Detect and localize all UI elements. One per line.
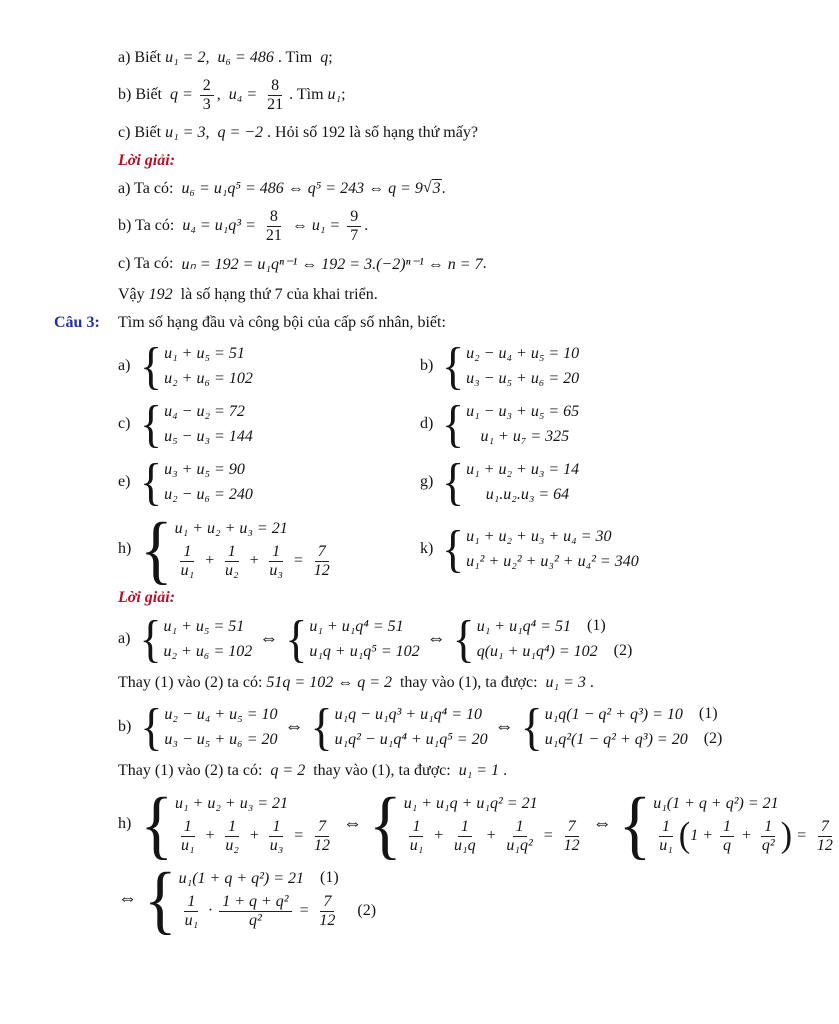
math-run: + [200, 552, 219, 570]
equation: { u₁ + u₂ + u₃ = 14 [466, 460, 580, 478]
fraction-denominator: u₁ [409, 836, 424, 854]
fraction-denominator: u₁ [180, 836, 195, 854]
equation-tag: (1) [698, 705, 718, 723]
fraction-denominator: 12 [319, 911, 336, 929]
math-run: + [737, 827, 756, 845]
fraction-denominator: 21 [265, 226, 282, 244]
math-run: + [244, 827, 264, 845]
fraction-denominator: 21 [267, 95, 284, 113]
math-run: 192 [148, 285, 173, 303]
equation: { u₂ − u₄ + u₅ = 10 [164, 705, 278, 723]
fraction-denominator: u₁ [659, 836, 673, 854]
fraction-numerator: 1 [180, 543, 194, 562]
fraction [267, 818, 287, 855]
equation: u₂ + u₆ = 102 [163, 642, 253, 660]
fraction-numerator: 7 [565, 818, 579, 837]
solution-3a [118, 614, 768, 664]
equation [404, 818, 586, 855]
text-run: b) Biết [118, 86, 170, 104]
fraction-numerator: 7 [320, 893, 334, 912]
equation: { u₁ + u₅ = 51 [164, 344, 245, 362]
text-run: là số hạng thứ 7 của khai triển. [172, 285, 378, 303]
text-run: Thay (1) vào (2) ta có: [118, 673, 267, 691]
math-run: u₁ = 3, q = −2 [165, 123, 264, 141]
solution-2a [118, 177, 768, 201]
fraction [266, 543, 286, 580]
equation: u₂ + u₆ = 102 [164, 369, 253, 387]
math-run: u₁ = 3 [545, 673, 586, 691]
problem-statement-c [118, 121, 768, 145]
text-run: a) Ta có: [118, 179, 182, 197]
equation-tag: (2) [613, 642, 633, 660]
math-run: = [288, 552, 308, 570]
equation: { u₁ + u₅ = 51 [163, 617, 245, 635]
close-paren: ) [780, 815, 793, 856]
text-run: thay vào (1), ta được: [305, 761, 459, 779]
system-e [118, 457, 420, 507]
equation: { u₂ − u₄ + u₅ = 10 [466, 344, 580, 362]
equation: u₅ − u₃ = 144 [164, 427, 253, 445]
equation [179, 893, 342, 930]
fraction [451, 818, 479, 855]
system-g [420, 457, 768, 507]
equation: u₁q²(1 − q² + q³) = 20 [544, 730, 688, 748]
item-label: b) [118, 717, 132, 735]
math-run: q = 2 [270, 761, 306, 779]
equation: u₁q² − u₁q⁴ + u₁q⁵ = 20 [334, 730, 488, 748]
math-run: = [792, 827, 811, 845]
fraction [316, 893, 338, 930]
equation-tag: (2) [357, 902, 377, 920]
math-run: + [429, 827, 449, 845]
equivalence-arrow: ⇔ [259, 627, 279, 649]
math-run: · [204, 902, 217, 920]
math-run: u₆ = u₁q⁵ = 486 ⇔ q⁵ = 243 ⇔ q = 9 [181, 179, 423, 197]
equation: { u₁(1 + q + q²) = 21 [653, 794, 779, 812]
equation: { u₁ + u₁q⁴ = 51 [476, 617, 571, 635]
equivalence-arrow: ⇔ [343, 812, 363, 834]
substitution-b [118, 759, 768, 783]
fraction-denominator: 12 [816, 836, 833, 854]
equivalence-arrow: ⇔ [426, 627, 446, 649]
math-run: + [481, 827, 501, 845]
fraction [656, 818, 676, 855]
fraction [814, 818, 836, 855]
equation: { u₁q(1 − q² + q³) = 10 [544, 705, 683, 723]
fraction-numerator: 1 [659, 818, 673, 837]
equation: { u₁ + u₁q⁴ = 51 [309, 617, 404, 635]
equation: { u₁q − u₁q³ + u₁q⁴ = 10 [334, 705, 483, 723]
fraction-numerator: 7 [315, 818, 329, 837]
equation-tag: (2) [703, 730, 723, 748]
fraction [503, 818, 535, 855]
fraction-denominator: 12 [314, 836, 331, 854]
math-run: + [244, 552, 264, 570]
equation [653, 815, 839, 856]
problem-statement-a [118, 46, 768, 70]
fraction [182, 893, 202, 930]
text-run: c) Ta có: [118, 254, 182, 272]
equation: { u₁ + u₂ + u₃ = 21 [174, 519, 288, 537]
math-run: uₙ = 192 = u₁qⁿ⁻¹ ⇔ 192 = 3.(−2)ⁿ⁻¹ ⇔ n = 7 [181, 255, 483, 273]
conclusion-2c [118, 283, 768, 307]
fraction-denominator: 7 [350, 226, 359, 244]
math-run: = [289, 827, 309, 845]
equivalence-arrow: ⇔ [118, 887, 137, 909]
math-run: + [200, 827, 220, 845]
item-label: a) [118, 356, 135, 374]
text-run: . [499, 761, 508, 779]
equation: { u₁ − u₃ + u₅ = 65 [466, 402, 580, 420]
equation: u₁² + u₂² + u₃² + u₄² = 340 [466, 552, 639, 570]
equation: { u₁ + u₁q + u₁q² = 21 [403, 794, 538, 812]
systems-grid [118, 337, 768, 587]
equation-tag: (1) [587, 617, 606, 635]
problem-statement-b [118, 77, 768, 114]
fraction-numerator: 1 [184, 893, 198, 912]
fraction-denominator: q² [761, 836, 775, 854]
fraction-numerator: 1 [225, 818, 239, 837]
fraction-numerator: 7 [315, 543, 329, 562]
fraction [178, 543, 198, 580]
solution-2c [118, 252, 768, 276]
equation-tag: (1) [320, 869, 339, 887]
item-label: c) [118, 414, 135, 432]
fraction-denominator: u₃ [269, 561, 283, 579]
fraction-denominator: 12 [313, 561, 330, 579]
text-run: . [482, 254, 487, 272]
text-run: ; [341, 86, 346, 104]
solution-2b [118, 208, 768, 245]
text-run: a) Biết [118, 49, 166, 66]
equation: u₁q + u₁q⁵ = 102 [309, 642, 420, 660]
fraction-numerator: 1 [720, 818, 734, 837]
equation: { u₁(1 + q + q²) = 21 [178, 869, 305, 887]
fraction-denominator: u₁ [184, 911, 199, 929]
solution-heading: Lời giải: [118, 151, 176, 169]
fraction-numerator: 1 [761, 818, 775, 837]
fraction-denominator: q² [249, 911, 262, 929]
fraction-numerator: 8 [267, 208, 281, 227]
open-paren: ( [678, 815, 691, 856]
text-run: . Tìm [273, 49, 321, 66]
item-label: a) [118, 629, 131, 647]
fraction-denominator: u₁q² [506, 836, 533, 854]
fraction [264, 77, 286, 114]
math-run: = [294, 902, 314, 920]
solution-3b [118, 702, 768, 752]
math-run: q [320, 49, 329, 66]
system-c [118, 399, 420, 449]
item-label: e) [118, 472, 135, 490]
math-run: u₁ [327, 86, 342, 104]
equation: { u₃ + u₅ = 90 [164, 460, 245, 478]
equation [175, 818, 336, 855]
item-label: h) [118, 539, 132, 557]
math-run: u₄ = u₁q³ = [182, 217, 260, 235]
fraction [178, 818, 198, 855]
math-run: = [538, 827, 558, 845]
system-a [118, 341, 420, 391]
text-run: ; [328, 49, 333, 66]
fraction-numerator: 2 [200, 77, 214, 96]
fraction [347, 208, 361, 245]
text-run: b) Ta có: [118, 217, 183, 235]
system-k [420, 524, 768, 574]
equation: u₁.u₂.u₃ = 64 [485, 485, 570, 503]
fraction-numerator: 1 + q + q² [219, 893, 291, 912]
fraction [200, 77, 214, 114]
system-b [420, 341, 768, 391]
fraction-denominator: q [723, 836, 732, 854]
text-run: thay vào (1), ta được: [391, 673, 546, 691]
question-3-header [54, 314, 768, 332]
fraction-denominator: 3 [202, 95, 211, 113]
fraction-denominator: u₁ [180, 561, 195, 579]
fraction [219, 893, 291, 930]
equation: { u₁ + u₂ + u₃ + u₄ = 30 [466, 527, 612, 545]
item-label: d) [420, 414, 438, 432]
math-run: 1 + [690, 827, 718, 845]
item-label: h) [118, 814, 132, 832]
equation: q(u₁ + u₁q⁴) = 102 [476, 642, 598, 660]
item-label: g) [420, 472, 434, 490]
solution-heading: Lời giải: [118, 588, 176, 606]
equation: u₁ + u₇ = 325 [480, 427, 570, 445]
math-run: 51q = 102 ⇔ q = 2 [266, 673, 392, 691]
equation: { u₄ − u₂ = 72 [164, 402, 245, 420]
square-root [423, 179, 442, 198]
equation: u₃ − u₅ + u₆ = 20 [466, 369, 580, 387]
fraction-numerator: 1 [513, 818, 527, 837]
fraction [222, 543, 242, 580]
equation: { u₁ + u₂ + u₃ = 21 [174, 794, 289, 812]
radical-sign: √ [422, 179, 432, 197]
fraction [407, 818, 427, 855]
radicand: 3 [432, 180, 441, 198]
equation [175, 543, 336, 580]
fraction [311, 818, 333, 855]
text-run: Vậy [118, 285, 149, 303]
fraction-numerator: 1 [269, 818, 283, 837]
fraction-numerator: 9 [347, 208, 361, 227]
fraction [311, 543, 333, 580]
substitution-a [118, 671, 768, 695]
fraction [263, 208, 285, 245]
equivalence-arrow: ⇔ [284, 715, 304, 737]
fraction-numerator: 1 [458, 818, 472, 837]
fraction-numerator: 1 [409, 818, 423, 837]
fraction-denominator: u₂ [225, 561, 239, 579]
question-number: Câu 3: [54, 313, 100, 331]
text-run: . Hỏi số 192 là số hạng thứ mấy? [263, 123, 478, 141]
text-run: . [585, 673, 594, 691]
text-run: Thay (1) vào (2) ta có: [118, 761, 271, 779]
solution-3h-final [118, 865, 768, 933]
fraction-denominator: u₂ [225, 836, 239, 854]
math-run: ⇔ u₁ = [287, 217, 345, 235]
fraction [222, 818, 242, 855]
fraction [561, 818, 583, 855]
equation: u₃ − u₅ + u₆ = 20 [164, 730, 278, 748]
text-run: . [441, 179, 446, 197]
text-run: . Tìm [289, 86, 328, 104]
text-run: c) Biết [118, 123, 166, 141]
fraction [720, 818, 734, 855]
equivalence-arrow: ⇔ [592, 812, 612, 834]
fraction-denominator: u₃ [269, 836, 284, 854]
fraction-numerator: 7 [818, 818, 832, 837]
equation: u₂ − u₆ = 240 [164, 485, 253, 503]
fraction-numerator: 1 [181, 818, 195, 837]
system-d [420, 399, 768, 449]
equivalence-arrow: ⇔ [494, 715, 514, 737]
fraction-denominator: 12 [563, 836, 580, 854]
math-run: , u₄ = [216, 86, 262, 104]
math-run: u₁ = 2, u₆ = 486 [165, 49, 274, 66]
fraction-denominator: u₁q [454, 836, 476, 854]
math-run: q = [170, 86, 197, 104]
system-h [118, 515, 420, 583]
text-run: . [364, 217, 369, 235]
fraction-numerator: 8 [268, 77, 282, 96]
fraction-numerator: 1 [225, 543, 239, 562]
fraction [759, 818, 778, 855]
item-label: k) [420, 539, 438, 557]
question-title: Tìm số hạng đầu và công bội của cấp số nhân, biết: [118, 313, 446, 331]
solution-3h [118, 790, 833, 858]
item-label: b) [420, 356, 438, 374]
math-run: u₁ = 1 [458, 761, 500, 779]
fraction-numerator: 1 [269, 543, 283, 562]
